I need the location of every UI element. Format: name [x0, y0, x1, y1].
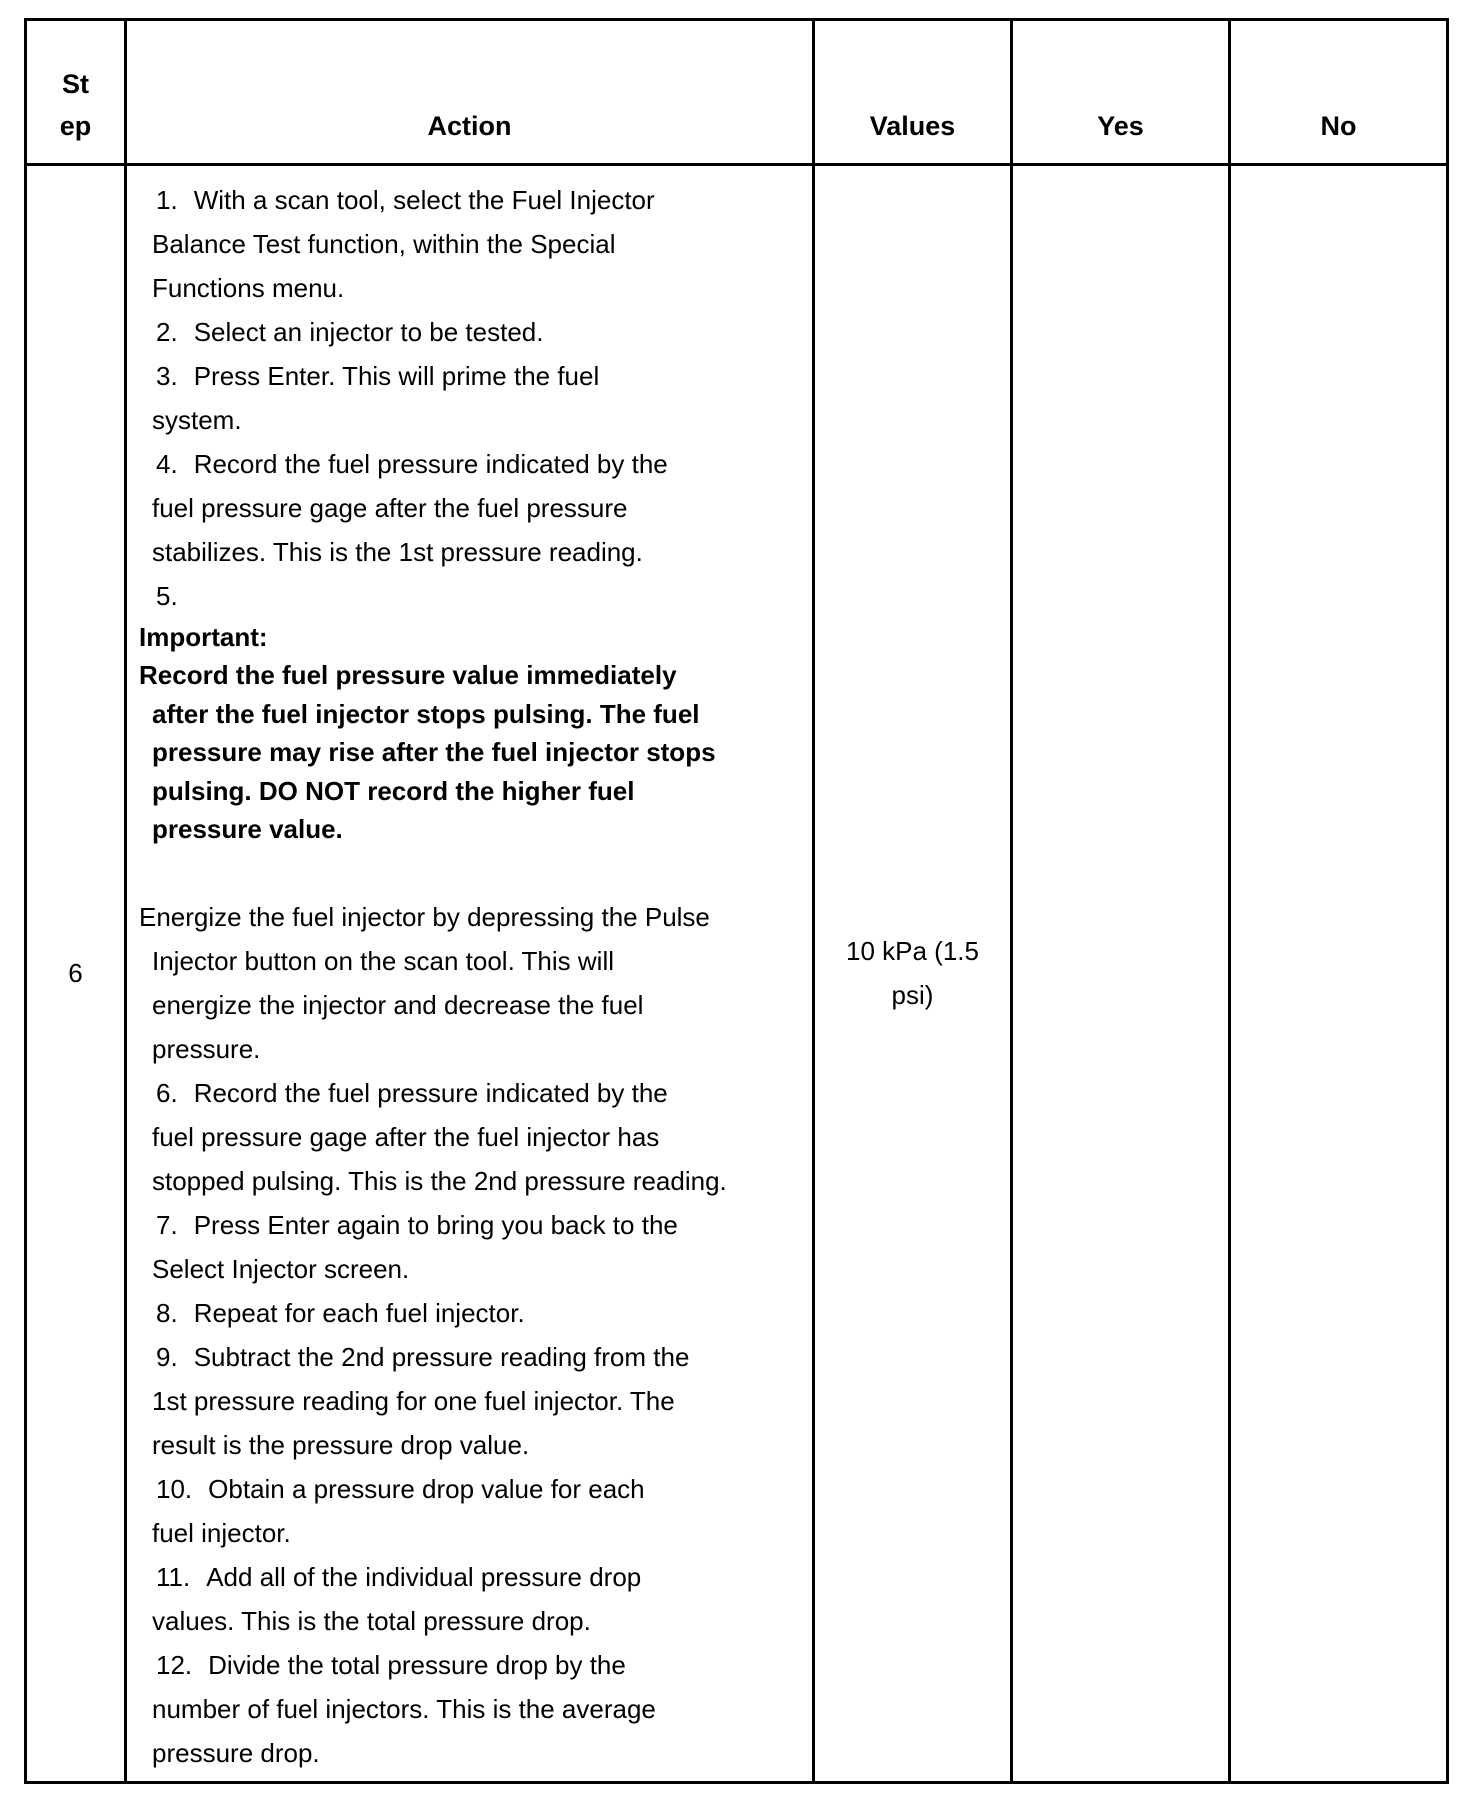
list-item-line [152, 442, 772, 486]
list-item-number: 1. [156, 185, 178, 215]
list-item-text: Select Injector screen. [152, 1253, 410, 1284]
list-item-line [152, 1247, 772, 1291]
list-item [139, 1467, 772, 1555]
text-line: Energize the fuel injector by depressing the Pulse [139, 901, 710, 932]
list-item-line [152, 1467, 772, 1511]
list-item-text: pressure drop. [152, 1737, 320, 1768]
action-cell [126, 165, 814, 1783]
list-item-number: 2. [156, 317, 178, 347]
list-item-text: Select an injector to be tested. [193, 317, 544, 347]
list-item-text: Record the fuel pressure indicated by the [193, 449, 668, 479]
list-item [139, 310, 772, 354]
text-line: pressure. [152, 1033, 261, 1064]
action-list-before [139, 178, 772, 618]
list-item-number: 8. [156, 1297, 178, 1328]
list-item-line [152, 222, 772, 266]
list-item-text: Subtract the 2nd pressure reading from the [193, 1341, 690, 1372]
list-item-line [152, 1335, 772, 1379]
list-item-number: 3. [156, 361, 178, 391]
list-item [139, 1203, 772, 1291]
list-item-line [152, 1555, 772, 1599]
list-item-line [152, 1071, 772, 1115]
list-item-number: 12. [156, 1649, 193, 1680]
header-no [1230, 20, 1448, 165]
list-item-number: 10. [156, 1473, 193, 1504]
list-item [139, 442, 772, 574]
values-cell [814, 165, 1012, 1783]
important-title: Important: [139, 622, 268, 652]
list-item-text: number of fuel injectors. This is the average [152, 1693, 656, 1724]
list-item [139, 354, 772, 442]
text-line: energize the injector and decrease the fuel [152, 989, 644, 1020]
header-step [26, 20, 126, 165]
list-item-text: Obtain a pressure drop value for each [208, 1473, 645, 1504]
list-item-line [152, 574, 772, 618]
header-yes [1012, 20, 1230, 165]
list-item-line [152, 1115, 772, 1159]
list-item-number: 11. [156, 1561, 191, 1592]
list-item-text: values. This is the total pressure drop. [152, 1605, 591, 1636]
table-row [26, 165, 1448, 1783]
list-item-line [152, 1291, 772, 1335]
list-item [139, 1291, 772, 1335]
list-item-line [152, 1379, 772, 1423]
list-item-text: Press Enter again to bring you back to the [193, 1209, 678, 1240]
diagnostic-table [24, 18, 1449, 1784]
list-item-line [152, 310, 772, 354]
list-item-text: fuel pressure gage after the fuel pressure [152, 493, 628, 523]
list-item-text: With a scan tool, select the Fuel Injector [193, 185, 655, 215]
text-line: pressure may rise after the fuel injector stops [152, 737, 716, 767]
list-item-line [152, 178, 772, 222]
header-values [814, 20, 1012, 165]
list-item [139, 1643, 772, 1775]
action-list-after [139, 1071, 772, 1775]
text-line: Record the fuel pressure value immediately [139, 660, 677, 690]
header-no-label: No [1320, 111, 1357, 141]
list-item-line [152, 1599, 772, 1643]
list-item-text: Record the fuel pressure indicated by the [193, 1077, 668, 1108]
list-item-line [152, 266, 772, 310]
values-line2: psi) [891, 980, 934, 1011]
list-item-text: stabilizes. This is the 1st pressure reading. [152, 537, 643, 567]
list-item-line [152, 1203, 772, 1247]
text-line: pressure value. [152, 814, 343, 844]
list-item-line [152, 354, 772, 398]
list-item-number: 7. [156, 1209, 178, 1240]
list-item-number: 4. [156, 449, 178, 479]
list-item-text: fuel pressure gage after the fuel injector has [152, 1121, 660, 1152]
header-yes-label: Yes [1097, 111, 1144, 141]
list-item [139, 178, 772, 310]
list-item [139, 574, 772, 618]
step-number: 6 [26, 165, 126, 1783]
important-text [139, 656, 772, 849]
list-item-text: system. [152, 405, 242, 435]
list-item-number: 9. [156, 1341, 178, 1372]
list-item-text: result is the pressure drop value. [152, 1429, 530, 1460]
list-item-line [152, 530, 772, 574]
list-item-line [152, 398, 772, 442]
list-item [139, 1071, 772, 1203]
no-cell [1230, 165, 1448, 1783]
list-item-number: 5. [156, 581, 178, 611]
list-item [139, 1555, 772, 1643]
list-item-text: Press Enter. This will prime the fuel [193, 361, 600, 391]
list-item-text: Repeat for each fuel injector. [193, 1297, 525, 1328]
list-item-text: Divide the total pressure drop by the [208, 1649, 626, 1680]
energize-text [139, 895, 772, 1071]
header-action [126, 20, 814, 165]
list-item-text: 1st pressure reading for one fuel injector. The [152, 1385, 675, 1416]
header-step-line1: St [62, 69, 89, 99]
list-item-text: Functions menu. [152, 273, 345, 303]
list-item [139, 1335, 772, 1467]
list-item-line [152, 486, 772, 530]
list-item-line [152, 1687, 772, 1731]
list-item-line [152, 1643, 772, 1687]
list-item-line [152, 1511, 772, 1555]
header-row [26, 20, 1448, 165]
list-item-line [152, 1423, 772, 1467]
list-item-line [152, 1159, 772, 1203]
text-line: pulsing. DO NOT record the higher fuel [152, 775, 635, 806]
list-item-line [152, 1731, 772, 1775]
text-line: Injector button on the scan tool. This will [152, 945, 614, 976]
list-item-text: stopped pulsing. This is the 2nd pressure reading. [152, 1165, 727, 1196]
list-item-text: Add all of the individual pressure drop [206, 1561, 642, 1592]
list-item-text: fuel injector. [152, 1517, 291, 1548]
header-action-label: Action [427, 111, 512, 141]
yes-cell [1012, 165, 1230, 1783]
header-values-label: Values [869, 111, 956, 141]
list-item-text: Balance Test function, within the Special [152, 229, 616, 259]
values-line1: 10 kPa (1.5 [846, 936, 979, 967]
text-line: after the fuel injector stops pulsing. The fuel [152, 698, 700, 729]
header-step-line2: ep [59, 111, 92, 141]
list-item-number: 6. [156, 1077, 178, 1108]
